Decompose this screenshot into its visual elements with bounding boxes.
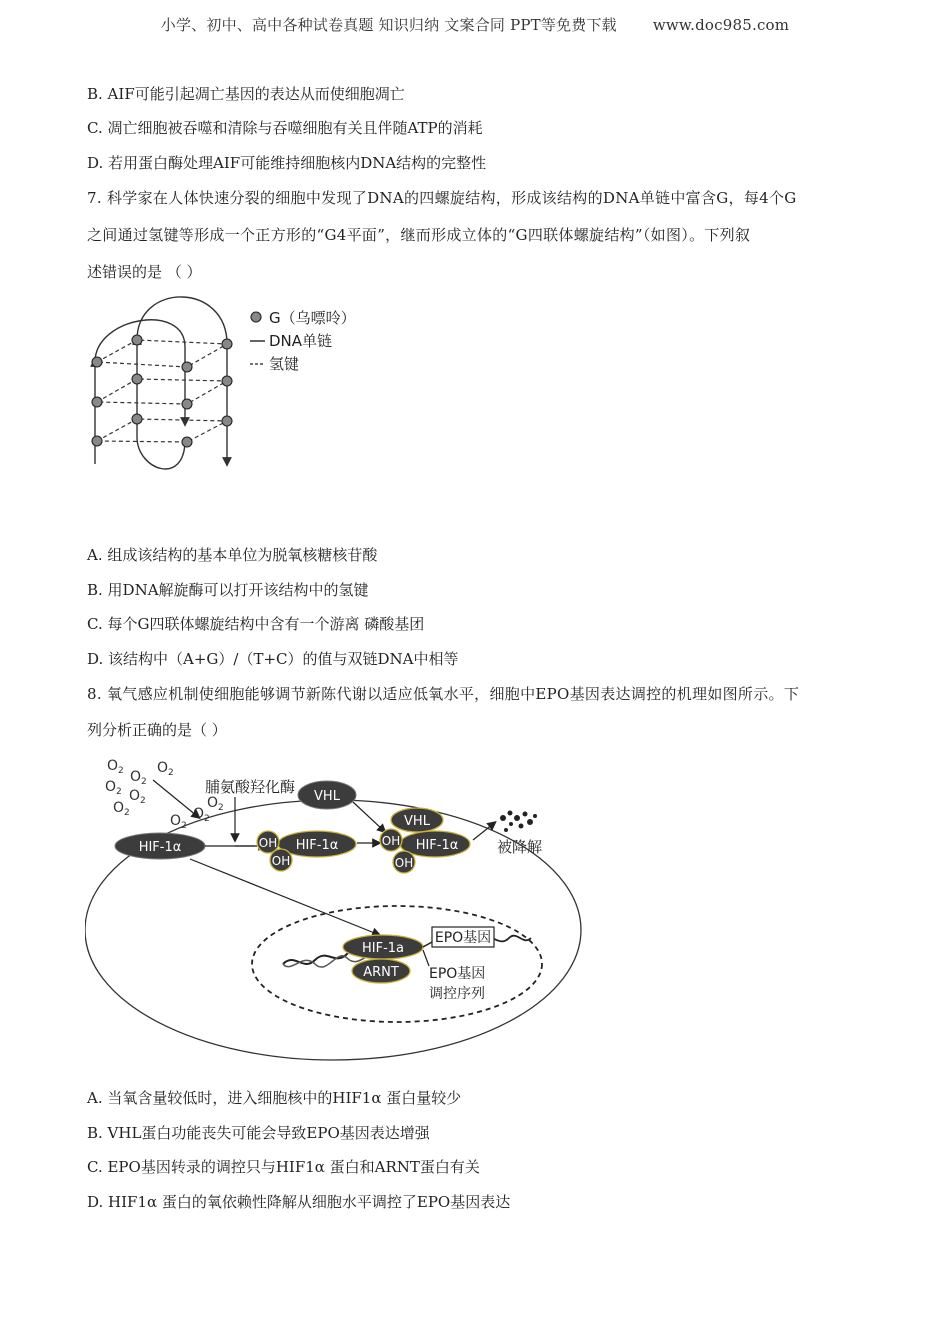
svg-text:O2: $O_2$ [130, 769, 147, 787]
header-url[interactable]: www.doc985.com [652, 16, 790, 34]
svg-text:VHL: VHL [314, 789, 340, 804]
svg-text:O2: $O_2$ [207, 795, 224, 813]
q6-option-c: C. 凋亡细胞被吞噬和清除与吞噬细胞有关且伴随ATP的消耗 [87, 119, 483, 137]
legend-hbond: 氢键 [269, 355, 300, 373]
page-header [0, 14, 950, 35]
q7-stem-line1: 7. 科学家在人体快速分裂的细胞中发现了DNA的四螺旋结构，形成该结构的DNA单链中富含G，每4个G [87, 189, 797, 207]
q7-stem-line2: 之间通过氢键等形成一个正方形的“G4平面”，继而形成立体的“G四联体螺旋结构”（如图）。下列叙 [87, 226, 751, 244]
q8-option-b: B. VHL蛋白功能丧失可能会导致EPO基因表达增强 [87, 1124, 430, 1142]
epo-regulation-figure [85, 752, 595, 1064]
epo-reg-label-2: 调控序列 [429, 986, 485, 1002]
q7-stem-line3: 述错误的是 （ ） [87, 263, 202, 281]
svg-text:OH: OH [271, 854, 291, 868]
svg-text:VHL: VHL [404, 814, 430, 829]
svg-text:ARNT: ARNT [363, 965, 399, 980]
svg-text:O2: $O_2$ [193, 806, 210, 824]
q8-stem-line2: 列分析正确的是（ ） [87, 721, 227, 739]
degraded-label: 被降解 [497, 838, 543, 856]
q7-option-b: B. 用DNA解旋酶可以打开该结构中的氢键 [87, 581, 369, 599]
q7-option-d: D. 该结构中（A+G）/（T+C）的值与双链DNA中相等 [87, 650, 459, 668]
svg-text:O2: $O_2$ [113, 800, 130, 818]
q8-option-a: A. 当氧含量较低时，进入细胞核中的HIF1α 蛋白量较少 [87, 1089, 462, 1107]
svg-text:OH: OH [258, 836, 278, 850]
epo-gene-label: EPO基因 [434, 930, 492, 946]
q8-option-d: D. HIF1α 蛋白的氧依赖性降解从细胞水平调控了EPO基因表达 [87, 1193, 511, 1211]
svg-text:OH: OH [394, 856, 414, 870]
svg-text:HIF-1α: HIF-1α [295, 838, 339, 853]
svg-text:HIF-1a: HIF-1a [361, 941, 405, 956]
header-text: 小学、初中、高中各种试卷真题 知识归纳 文案合同 PPT等免费下载 [160, 16, 617, 34]
epo-reg-label-1: EPO基因 [429, 966, 486, 982]
legend-g: G（乌嘌呤） [269, 309, 356, 327]
q7-option-a: A. 组成该结构的基本单位为脱氧核糖核苷酸 [87, 546, 378, 564]
svg-text:OH: OH [381, 834, 401, 848]
q7-option-c: C. 每个G四联体螺旋结构中含有一个游离 磷酸基团 [87, 615, 425, 633]
svg-text:HIF-1α: HIF-1α [415, 838, 459, 853]
q6-option-b: B. AIF可能引起凋亡基因的表达从而使细胞凋亡 [87, 85, 405, 103]
g-quadruplex-figure [85, 292, 385, 472]
svg-text:O2: $O_2$ [157, 760, 174, 778]
q6-option-d: D. 若用蛋白酶处理AIF可能维持细胞核内DNA结构的完整性 [87, 154, 487, 172]
legend-strand: DNA单链 [269, 332, 333, 350]
degraded-fragments-icon [500, 811, 537, 833]
q8-option-c: C. EPO基因转录的调控只与HIF1α 蛋白和ARNT蛋白有关 [87, 1158, 480, 1176]
q8-stem-line1: 8. 氧气感应机制使细胞能够调节新陈代谢以适应低氧水平，细胞中EPO基因表达调控的机理如图所示。下 [87, 685, 800, 703]
svg-text:O2: $O_2$ [105, 779, 122, 797]
svg-text:O2: $O_2$ [129, 788, 146, 806]
hif-cyto: HIF-1α [138, 840, 182, 855]
enzyme-label: 脯氨酸羟化酶 [205, 778, 296, 796]
svg-text:O2: $O_2$ [170, 813, 187, 831]
svg-text:O2: $O_2$ [107, 758, 124, 776]
